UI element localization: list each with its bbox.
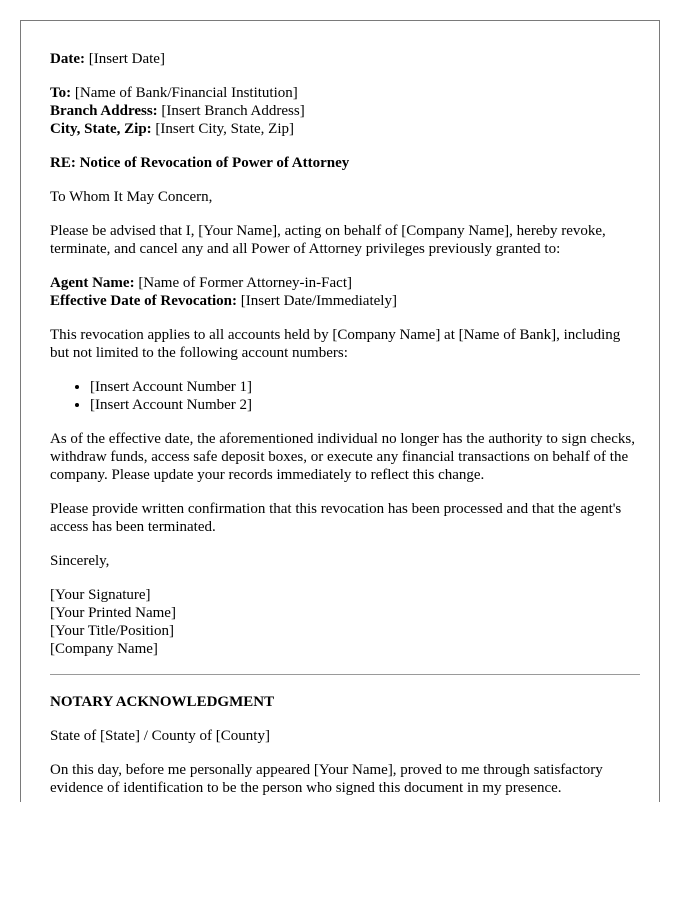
signature-block (50, 586, 640, 658)
date-line (50, 50, 640, 68)
section-divider (50, 674, 640, 675)
city-label: City, State, Zip: (50, 121, 152, 137)
subject-line (50, 154, 640, 172)
date-label: Date: (50, 51, 85, 67)
city-value: [Insert City, State, Zip] (151, 121, 295, 137)
branch-label: Branch Address: (50, 103, 158, 119)
account-list-item: • [Insert Account Number 2] (90, 396, 640, 414)
notary-state-county: State of [State] / County of [County] (50, 728, 270, 744)
notary-heading (50, 693, 640, 711)
branch-line (50, 102, 640, 120)
signature-line: [Your Signature] (50, 587, 151, 603)
intro-paragraph: Please be advised that I, [Your Name], acting on behalf of [Company Name], hereby revoke, terminate, and cancel any and all Power of Attorney privileges previously granted to: (50, 223, 606, 257)
title-line: [Your Title/Position] (50, 623, 174, 639)
authority-paragraph: As of the effective date, the aforementioned individual no longer has the authority to sign checks, withdraw funds, access safe deposit boxes, or execute any financial transactions on behalf of the company. Please update your records immediately to reflect this change. (50, 431, 635, 483)
effective-date-line (50, 292, 640, 310)
subject-text: RE: Notice of Revocation of Power of Attorney (50, 155, 350, 171)
printed-name-line: [Your Printed Name] (50, 605, 176, 621)
account-list-item: • [Insert Account Number 1] (90, 378, 640, 396)
letter-page (20, 20, 660, 802)
agent-line (50, 274, 640, 292)
city-line (50, 120, 640, 138)
company-name-line: [Company Name] (50, 641, 158, 657)
notary-body: On this day, before me personally appeared [Your Name], proved to me through satisfactory evidence of identification to be the person who signed this document in my presence. (50, 762, 603, 796)
effective-date-label: Effective Date of Revocation: (50, 293, 238, 309)
to-label: To: (50, 85, 72, 101)
closing: Sincerely, (50, 553, 110, 569)
agent-label: Agent Name: (50, 275, 135, 291)
salutation: To Whom It May Concern, (50, 189, 213, 205)
to-line (50, 84, 640, 102)
date-value: [Insert Date] (84, 51, 165, 67)
agent-block (50, 274, 640, 310)
recipient-block (50, 84, 640, 138)
confirmation-paragraph: Please provide written confirmation that this revocation has been processed and that the agent's access has been terminated. (50, 501, 622, 535)
applies-paragraph: This revocation applies to all accounts held by [Company Name] at [Name of Bank], including but not limited to the following account numbers: (50, 327, 621, 361)
to-value: [Name of Bank/Financial Institution] (71, 85, 298, 101)
effective-date-value: [Insert Date/Immediately] (237, 293, 397, 309)
branch-value: [Insert Branch Address] (157, 103, 305, 119)
letter-content (50, 50, 640, 802)
agent-value: [Name of Former Attorney-in-Fact] (134, 275, 352, 291)
account-list (50, 378, 640, 414)
notary-heading-text: NOTARY ACKNOWLEDGMENT (50, 694, 275, 710)
